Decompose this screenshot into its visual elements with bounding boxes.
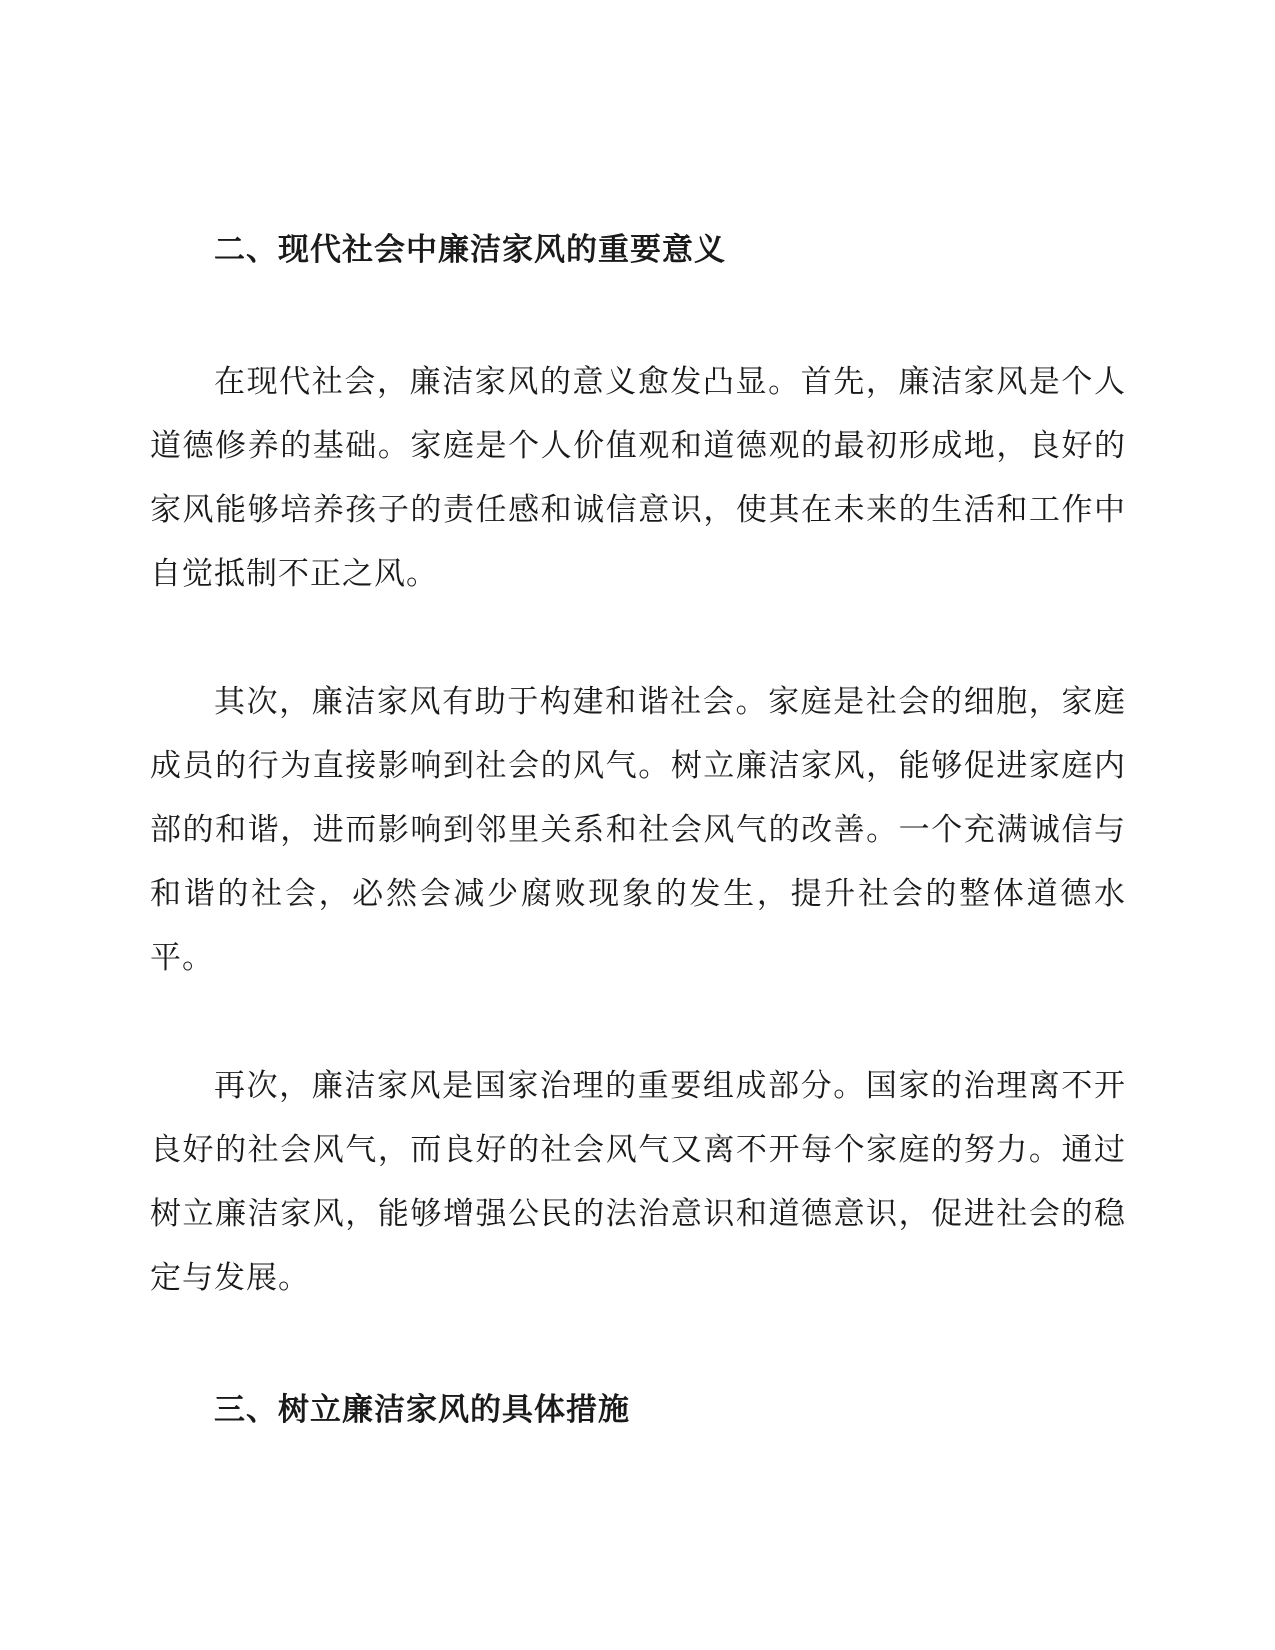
document-body (150, 228, 1126, 1432)
paragraph-significance-governance: 再次，廉洁家风是国家治理的重要组成部分。国家的治理离不开良好的社会风气，而良好的社会风气又离不开每个家庭的努力。通过树立廉洁家风，能够增强公民的法治意识和道德意识，促进社会的稳定与发展。 (150, 1068, 1126, 1296)
section-heading-3: 三、树立廉洁家风的具体措施 (214, 1392, 630, 1428)
paragraph-significance-personal: 在现代社会，廉洁家风的意义愈发凸显。首先，廉洁家风是个人道德修养的基础。家庭是个人价值观和道德观的最初形成地，良好的家风能够培养孩子的责任感和诚信意识，使其在未来的生活和工作中自觉抵制不正之风。 (150, 364, 1126, 592)
paragraph-significance-society: 其次，廉洁家风有助于构建和谐社会。家庭是社会的细胞，家庭成员的行为直接影响到社会的风气。树立廉洁家风，能够促进家庭内部的和谐，进而影响到邻里关系和社会风气的改善。一个充满诚信与和谐的社会，必然会减少腐败现象的发生，提升社会的整体道德水平。 (150, 684, 1126, 976)
section-heading-2: 二、现代社会中廉洁家风的重要意义 (214, 232, 726, 268)
